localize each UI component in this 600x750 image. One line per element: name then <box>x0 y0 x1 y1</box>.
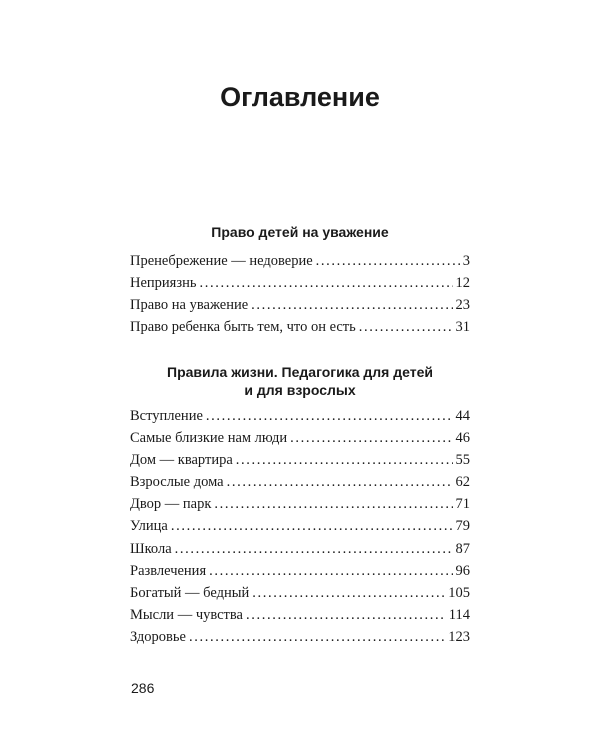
entry-title: Право ребенка быть тем, что он есть <box>130 319 356 336</box>
entry-page-number: 123 <box>448 628 470 645</box>
entry-page-number: 23 <box>455 297 470 314</box>
section-heading-2 <box>130 363 470 399</box>
entry-title: Неприязнь <box>130 275 197 292</box>
toc-entry[interactable] <box>130 316 470 338</box>
entry-title: Богатый — бедный <box>130 584 250 601</box>
toc-entry[interactable] <box>130 604 470 626</box>
dot-leader <box>175 538 453 560</box>
dot-leader <box>171 515 453 537</box>
section-heading-line: и для взрослых <box>244 382 356 398</box>
page-title: Оглавление <box>220 82 380 112</box>
toc-entry[interactable] <box>130 471 470 493</box>
entry-title: Развлечения <box>130 562 207 579</box>
section-heading-line: Правила жизни. Педагогика для детей <box>167 364 433 380</box>
entry-page-number: 105 <box>448 584 470 601</box>
entry-title: Вступление <box>130 408 203 424</box>
toc-entry[interactable] <box>130 626 470 648</box>
entry-page-number: 55 <box>455 452 470 469</box>
entry-title: Взрослые дома <box>130 474 224 491</box>
entry-page-number: 114 <box>448 606 470 623</box>
entry-title: Улица <box>130 518 168 535</box>
toc-list-section-1 <box>130 250 470 338</box>
entry-page-number: 12 <box>455 275 470 292</box>
entry-page-number: 79 <box>455 518 470 535</box>
toc-entry[interactable] <box>130 272 470 294</box>
dot-leader <box>251 294 452 316</box>
toc-entry[interactable] <box>130 582 470 604</box>
dot-leader <box>214 493 452 515</box>
toc-entry[interactable] <box>130 449 470 471</box>
toc-entry[interactable] <box>130 515 470 537</box>
toc-entry[interactable] <box>130 427 470 449</box>
entry-page-number: 96 <box>455 562 470 579</box>
toc-entry[interactable] <box>130 538 470 560</box>
dot-leader <box>206 405 453 427</box>
toc-list-section-2 <box>130 405 470 648</box>
toc-entry[interactable] <box>130 250 470 272</box>
dot-leader <box>316 250 460 272</box>
dot-leader <box>252 582 445 604</box>
page-number: 286 <box>131 680 155 696</box>
entry-page-number: 62 <box>455 474 470 491</box>
section-heading-1 <box>130 223 470 241</box>
toc-entry[interactable] <box>130 493 470 515</box>
entry-title: Дом — квартира <box>130 452 233 469</box>
entry-title: Мысли — чувства <box>130 606 243 623</box>
entry-page-number: 87 <box>455 540 470 557</box>
toc-entry[interactable] <box>130 294 470 316</box>
entry-title: Школа <box>130 540 172 557</box>
entry-page-number: 31 <box>455 319 470 336</box>
dot-leader <box>189 626 445 648</box>
dot-leader <box>359 316 453 338</box>
entry-title: Самые близкие нам люди <box>130 430 288 447</box>
toc-entry[interactable] <box>130 405 470 427</box>
entry-page-number: 3 <box>462 253 470 269</box>
section-heading-line: Право детей на уважение <box>211 224 389 240</box>
dot-leader <box>246 604 446 626</box>
dot-leader <box>209 560 452 582</box>
entry-page-number: 46 <box>455 430 470 447</box>
dot-leader <box>236 449 453 471</box>
entry-title: Пренебрежение — недоверие <box>130 253 313 269</box>
entry-title: Право на уважение <box>130 297 249 314</box>
entry-title: Здоровье <box>130 628 186 645</box>
entry-page-number: 44 <box>455 408 470 424</box>
entry-title: Двор — парк <box>130 496 212 513</box>
dot-leader <box>227 471 453 493</box>
dot-leader <box>290 427 452 449</box>
dot-leader <box>199 272 452 294</box>
toc-entry[interactable] <box>130 560 470 582</box>
entry-page-number: 71 <box>455 496 470 513</box>
